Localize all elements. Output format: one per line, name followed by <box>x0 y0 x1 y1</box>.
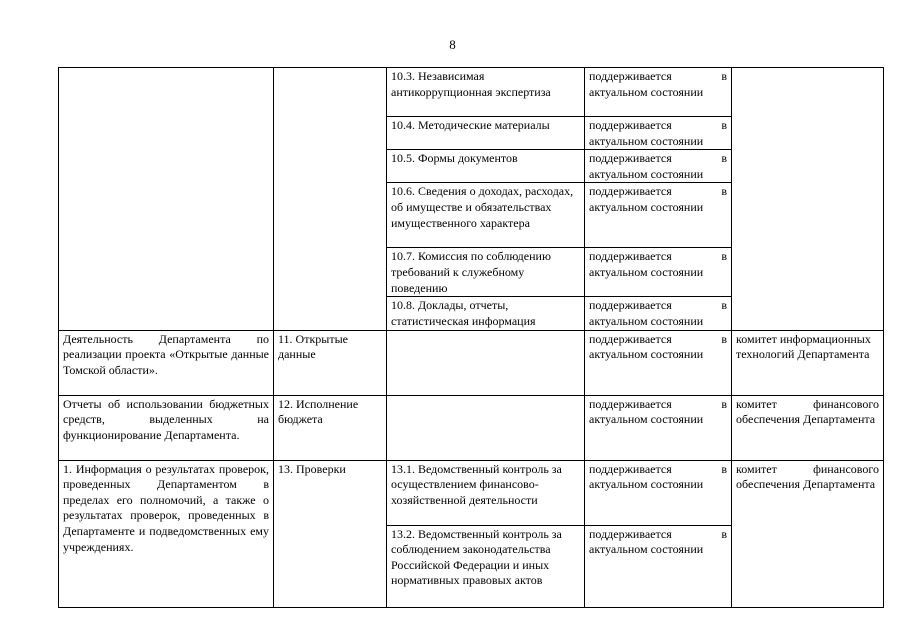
info-table <box>58 67 884 608</box>
status-cell: поддерживается в актуальном состоянии <box>585 330 732 395</box>
status-cell: поддерживается в актуальном состоянии <box>585 525 732 607</box>
page-number: 8 <box>449 37 456 52</box>
responsible-cell: комитет информационных технологий Департамента <box>732 330 884 395</box>
info-cell: Деятельность Департамента по реализации проекта «Открытые данные Томской области». <box>59 330 274 395</box>
table-row <box>59 460 884 525</box>
service-cell: 13.1. Ведомственный контроль за осуществлением финансово-хозяйственной деятельности <box>387 460 585 525</box>
service-cell-empty <box>387 395 585 460</box>
service-cell: 10.3. Независимая антикоррупционная экспертиза <box>387 68 585 117</box>
section-cell: 12. Исполнение бюджета <box>274 395 387 460</box>
status-cell: поддерживается в актуальном состоянии <box>585 297 732 330</box>
status-cell: поддерживается в актуальном состоянии <box>585 117 732 150</box>
responsible-cell: комитет финансового обеспечения Департамента <box>732 395 884 460</box>
status-cell: поддерживается в актуальном состоянии <box>585 183 732 248</box>
responsible-cell: комитет финансового обеспечения Департамента <box>732 460 884 607</box>
table-row <box>59 330 884 395</box>
section-cell: 11. Открытые данные <box>274 330 387 395</box>
service-cell: 10.7. Комиссия по соблюдению требований к служебному поведению <box>387 248 585 297</box>
status-cell: поддерживается в актуальном состоянии <box>585 460 732 525</box>
service-cell: 10.5. Формы документов <box>387 150 585 183</box>
table-row <box>59 68 884 117</box>
service-cell-empty <box>387 330 585 395</box>
info-cell-empty <box>59 68 274 331</box>
table-row <box>59 395 884 460</box>
service-cell: 10.8. Доклады, отчеты, статистическая информация <box>387 297 585 330</box>
service-cell: 10.6. Сведения о доходах, расходах, об имуществе и обязательствах имущественного характера <box>387 183 585 248</box>
responsible-cell-empty <box>732 68 884 331</box>
service-cell: 10.4. Методические материалы <box>387 117 585 150</box>
status-cell: поддерживается в актуальном состоянии <box>585 68 732 117</box>
info-cell: Отчеты об использовании бюджетных средств, выделенных на функционирование Департамента. <box>59 395 274 460</box>
status-cell: поддерживается в актуальном состоянии <box>585 150 732 183</box>
service-cell: 13.2. Ведомственный контроль за соблюдением законодательства Российской Федерации и иных нормативных правовых актов <box>387 525 585 607</box>
status-cell: поддерживается в актуальном состоянии <box>585 395 732 460</box>
status-cell: поддерживается в актуальном состоянии <box>585 248 732 297</box>
section-cell: 13. Проверки <box>274 460 387 607</box>
section-cell-empty <box>274 68 387 331</box>
info-cell: 1. Информация о результатах проверок, проведенных Департаментом в пределах его полномочий, а также о результатах проверок, проведенных в Департаменте и подведомственных ему учреждениях. <box>59 460 274 607</box>
